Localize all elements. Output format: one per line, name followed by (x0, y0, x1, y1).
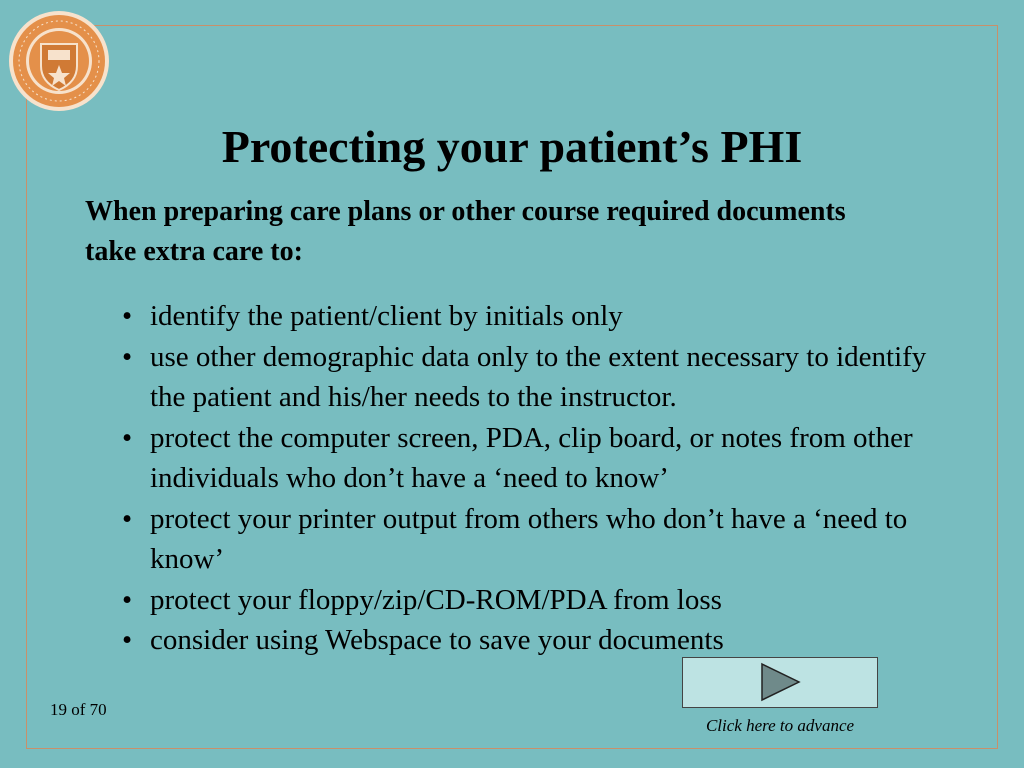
bullet-item (122, 499, 942, 580)
bullet-item (122, 296, 942, 337)
bullet-text: protect your printer output from others who don’t have a ‘need to know’ (150, 502, 908, 575)
bullet-dot: • (122, 300, 133, 332)
bullet-item (122, 418, 942, 499)
bullet-item (122, 620, 942, 661)
bullet-item (122, 580, 942, 621)
play-arrow-icon (759, 662, 801, 704)
bullet-list (122, 296, 942, 661)
bullet-text: use other demographic data only to the extent necessary to identify the patient and his/her needs to the instructor. (150, 340, 927, 413)
page-indicator: 19 of 70 (50, 700, 107, 719)
bullet-item (122, 337, 942, 418)
bullet-text: protect the computer screen, PDA, clip board, or notes from other individuals who don’t have a ‘need to know’ (150, 421, 913, 494)
bullet-dot: • (122, 583, 133, 616)
bullet-dot: • (122, 502, 133, 535)
intro-text: When preparing care plans or other course required documents take extra care to: (85, 196, 846, 267)
bullet-text: consider using Webspace to save your documents (150, 624, 724, 656)
slide-title: Protecting your patient’s PHI (221, 121, 803, 172)
advance-button[interactable] (682, 657, 878, 708)
bullet-text: protect your floppy/zip/CD-ROM/PDA from loss (150, 583, 722, 616)
bullet-dot: • (122, 421, 133, 454)
bullet-text: identify the patient/client by initials only (150, 300, 623, 332)
advance-label[interactable]: Click here to advance (705, 716, 855, 735)
university-seal-icon (8, 10, 110, 112)
bullet-dot: • (122, 624, 133, 656)
bullet-dot: • (122, 340, 133, 373)
